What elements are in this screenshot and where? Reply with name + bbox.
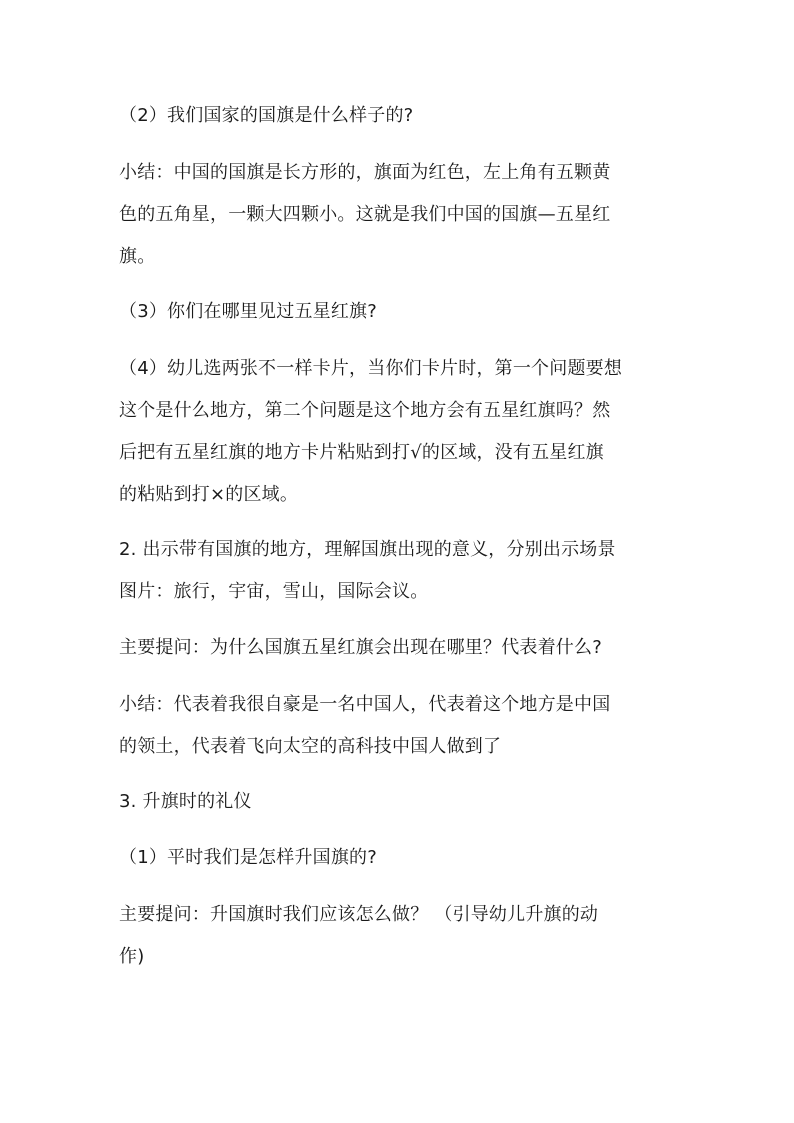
question-4-line-4: 的粘贴到打×的区域。 xyxy=(119,484,299,505)
question-4-line-2: 这个是什么地方，第二个问题是这个地方会有五星红旗吗？然 xyxy=(119,400,611,421)
main-question: 主要提问：为什么国旗五星红旗会出现在哪里？代表着什么? xyxy=(119,637,602,658)
summary-line-2: 色的五角星，一颗大四颗小。这就是我们中国的国旗—五星红 xyxy=(119,204,611,225)
summary-2-line-2: 的领土，代表着飞向太空的高科技中国人做到了 xyxy=(119,736,502,757)
summary-line-1: 小结：中国的国旗是长方形的，旗面为红色，左上角有五颗黄 xyxy=(119,162,611,183)
main-question-2-line-2: 作) xyxy=(119,946,145,967)
summary-2-line-1: 小结：代表着我很自豪是一名中国人，代表着这个地方是中国 xyxy=(119,694,611,715)
question-4-line-3: 后把有五星红旗的地方卡片粘贴到打√的区域，没有五星红旗 xyxy=(119,442,604,463)
question-1: （1）平时我们是怎样升国旗的? xyxy=(119,847,378,868)
question-4-line-1: （4）幼儿选两张不一样卡片，当你们卡片时，第一个问题要想 xyxy=(119,358,623,379)
main-question-2-line-1: 主要提问：升国旗时我们应该怎么做？ （引导幼儿升旗的动 xyxy=(119,904,599,925)
section-3-heading: 3. 升旗时的礼仪 xyxy=(119,791,252,812)
section-2-line-1: 2. 出示带有国旗的地方，理解国旗出现的意义，分别出示场景 xyxy=(119,539,616,560)
section-2-line-2: 图片：旅行，宇宙，雪山，国际会议。 xyxy=(119,581,429,602)
question-3: （3）你们在哪里见过五星红旗? xyxy=(119,301,378,322)
summary-line-3: 旗。 xyxy=(119,246,156,267)
question-2: （2）我们国家的国旗是什么样子的? xyxy=(119,105,414,126)
